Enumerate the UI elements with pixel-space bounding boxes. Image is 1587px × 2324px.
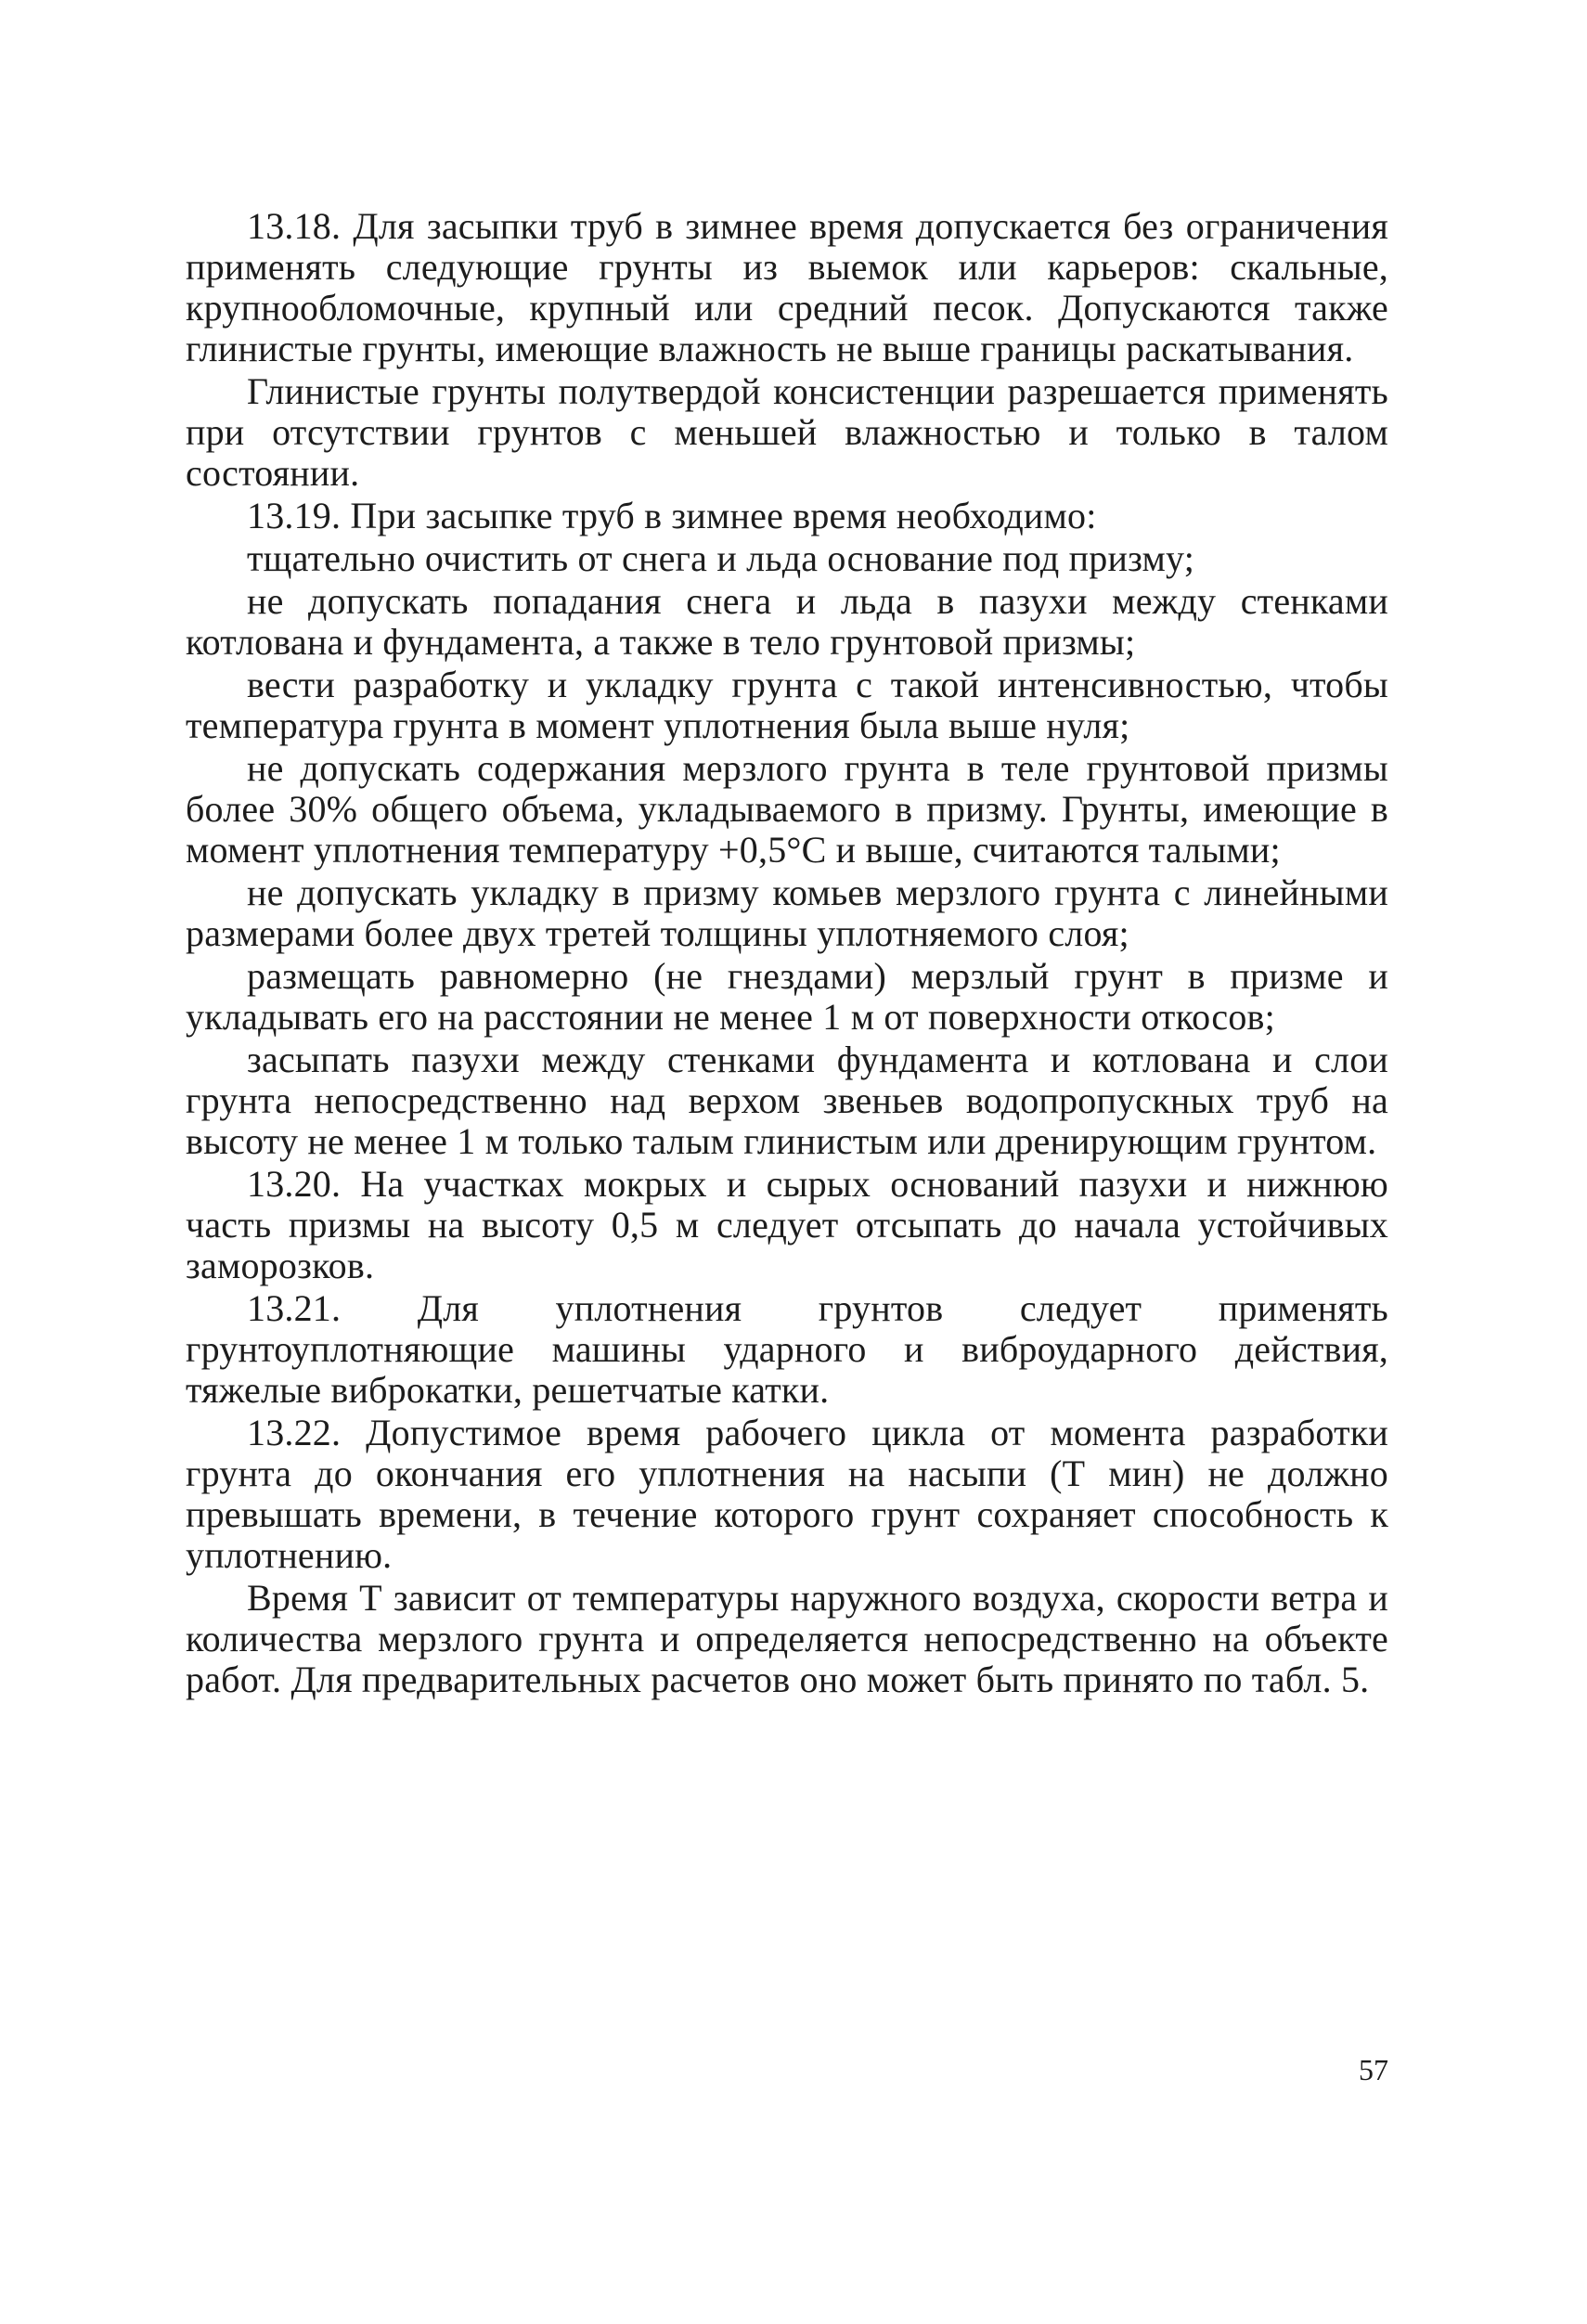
page-number: 57 xyxy=(1359,2053,1388,2086)
paragraph-13-20: 13.20. На участках мокрых и сырых оснований пазухи и нижнюю часть призмы на высоту 0,5 м следует отсыпать до начала устойчивых заморозков. xyxy=(186,1163,1388,1286)
paragraph-clay-soils: Глинистые грунты полутвердой консистенции разрешается применять при отсутствии грунтов с меньшей влажностью и только в талом состоянии. xyxy=(186,370,1388,494)
paragraph-time-t: Время Т зависит от температуры наружного воздуха, скорости ветра и количества мерзлого грунта и определяется непосредственно на объекте работ. Для предварительных расчетов оно может быть принято по табл. 5. xyxy=(186,1577,1388,1700)
paragraph-13-22: 13.22. Допустимое время рабочего цикла от момента разработки грунта до окончания его уплотнения на насыпи (Т мин) не должно превышать времени, в течение которого грунт сохраняет способность к уплотнению. xyxy=(186,1412,1388,1576)
list-item-fill-sinuses: засыпать пазухи между стенками фундамента и котлована и слои грунта непосредственно над верхом звеньев водопропускных труб на высоту не менее 1 м только талым глинистым или дренирующим грунтом. xyxy=(186,1039,1388,1162)
page-text-body xyxy=(186,206,1388,1702)
list-item-clod-size: не допускать укладку в призму комьев мерзлого грунта с линейными размерами более двух третей толщины уплотняемого слоя; xyxy=(186,872,1388,954)
paragraph-13-19: 13.19. При засыпке труб в зимнее время необходимо: xyxy=(247,495,1097,536)
list-item-clear-snow: тщательно очистить от снега и льда основание под призму; xyxy=(247,537,1195,579)
list-item-even-distribution: размещать равномерно (не гнездами) мерзлый грунт в призме и укладывать его на расстоянии не менее 1 м от поверхности откосов; xyxy=(186,955,1388,1038)
paragraph-13-21: 13.21. Для уплотнения грунтов следует применять грунтоуплотняющие машины ударного и виброударного действия, тяжелые виброкатки, решетчатые катки. xyxy=(186,1287,1388,1411)
list-item-work-intensity: вести разработку и укладку грунта с такой интенсивностью, чтобы температура грунта в момент уплотнения была выше нуля; xyxy=(186,664,1388,746)
paragraph-13-18: 13.18. Для засыпки труб в зимнее время допускается без ограничения применять следующие грунты из выемок или карьеров: скальные, крупнообломочные, крупный или средний песок. Допускаются также глинистые грунты, имеющие влажность не выше границы раскатывания. xyxy=(186,205,1388,369)
list-item-no-snow-in-sinuses: не допускать попадания снега и льда в пазухи между стенками котлована и фундамента, а также в тело грунтовой призмы; xyxy=(186,580,1388,663)
list-item-frozen-content-limit: не допускать содержания мерзлого грунта в теле грунтовой призмы более 30% общего объема, укладываемого в призму. Грунты, имеющие в момент уплотнения температуру +0,5°С и выше, считаются талыми; xyxy=(186,747,1388,871)
